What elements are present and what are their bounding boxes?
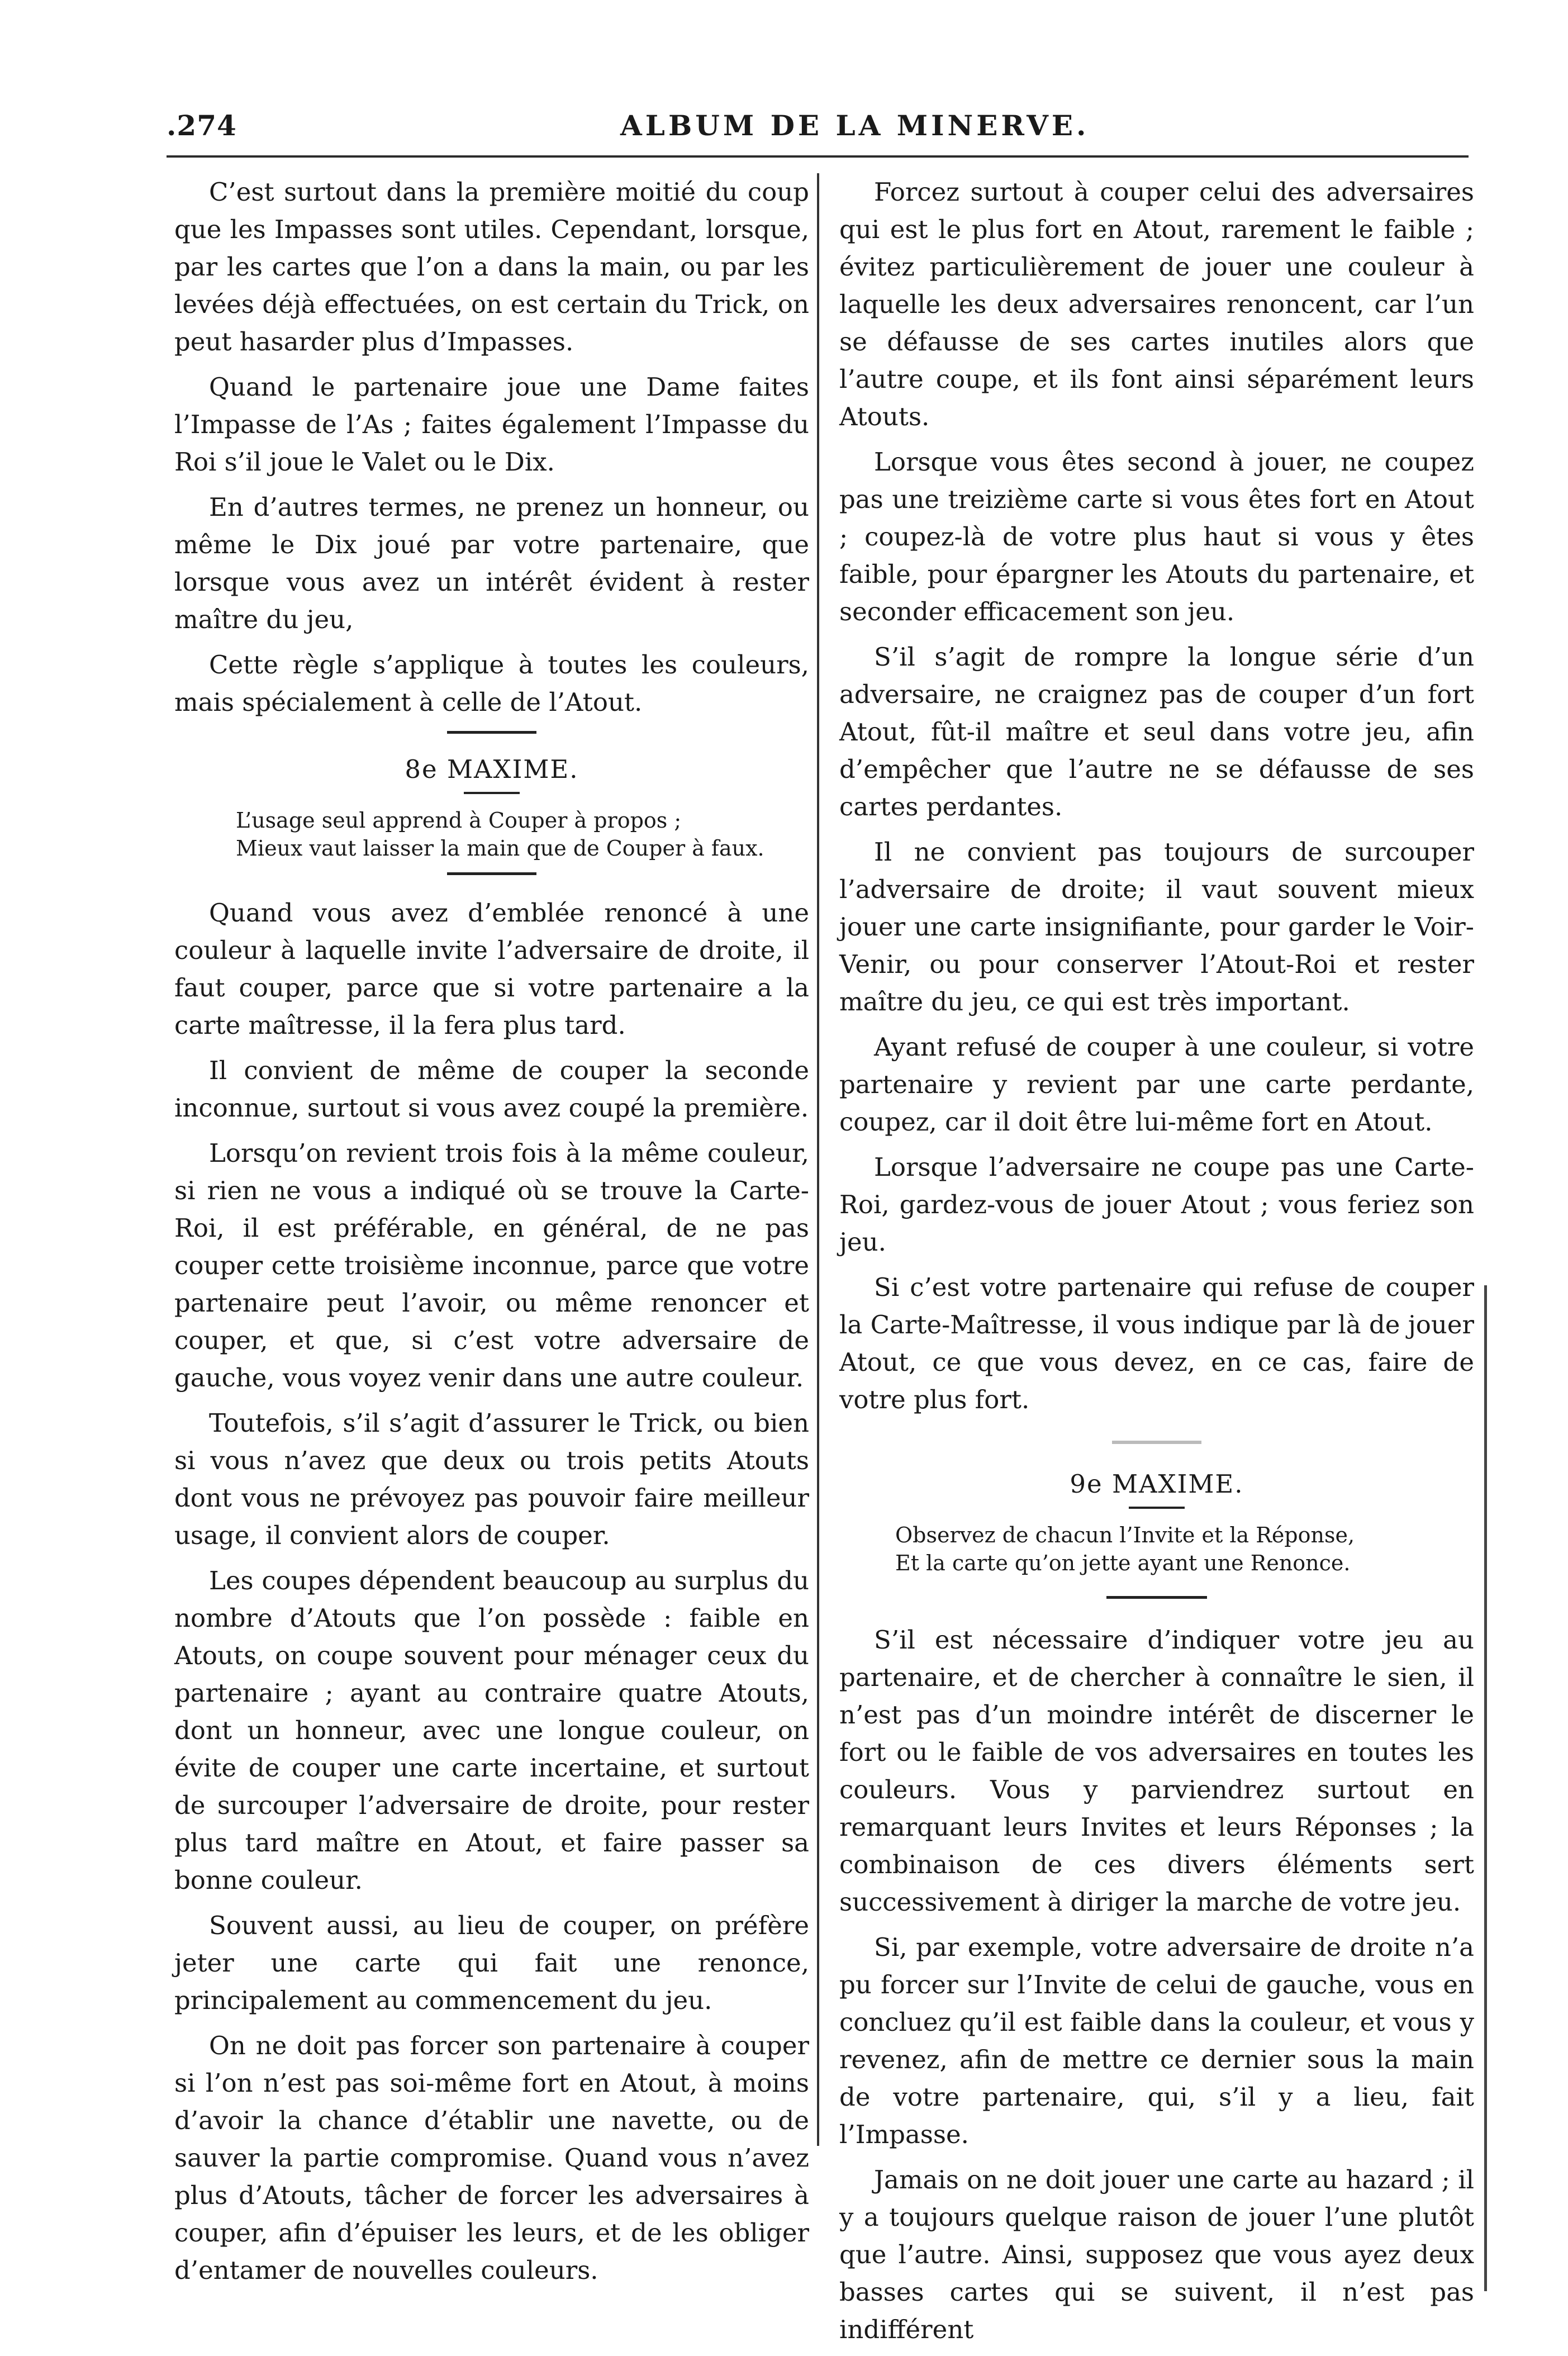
verse-line: L’usage seul apprend à Couper à propos ; — [236, 808, 682, 833]
paragraph: Les coupes dépendent beaucoup au surplus du nombre d’Atouts que l’on possède : faible en Atouts, on coupe souvent pour ménager ceux du partenaire ; ayant au contraire quatre Atouts, dont un honneur, avec une longue couleur, on évite de couper une carte incertaine, et surtout de surcouper l’adversaire de droite, pour rester plus tard maître en Atout, et faire passer sa bonne couleur. — [174, 1566, 809, 1895]
paragraph: Il ne convient pas toujours de surcouper l’adversaire de droite; il vaut souvent mieux jouer une carte insignifiante, pour garder le Voir-Venir, ou pour conserver l’Atout-Roi et rester maître du jeu, ce qui est très important. — [839, 837, 1474, 1016]
paragraph: Quand vous avez d’emblée renoncé à une couleur à laquelle invite l’adversaire de droite, il faut couper, parce que si votre partenaire a la carte maîtresse, il la fera plus tard. — [174, 898, 809, 1040]
paragraph: S’il est nécessaire d’indiquer votre jeu au partenaire, et de chercher à connaître le sien, il n’est pas d’un moindre intérêt de discerner le fort ou le faible de vos adversaires en toutes les couleurs. Vous y parviendrez surtout en remarquant leurs Invites et leurs Réponses ; la combinaison de ces divers éléments sert successivement à diriger la marche de votre jeu. — [839, 1625, 1474, 1917]
paragraph: Si, par exemple, votre adversaire de droite n’a pu forcer sur l’Invite de celui de gauche, vous en concluez qu’il est faible dans la couleur, et vous y revenez, afin de mettre ce dernier sous la main de votre partenaire, qui, s’il y a lieu, fait l’Impasse. — [839, 1932, 1474, 2149]
paragraph: Il convient de même de couper la seconde inconnue, surtout si vous avez coupé la première. — [174, 1056, 809, 1123]
page-number: .274 — [167, 109, 237, 142]
paragraph: Lorsqu’on revient trois fois à la même couleur, si rien ne vous a indiqué où se trouve la Carte-Roi, il est préférable, en général, de ne pas couper cette troisième inconnue, parce que votre partenaire peut l’avoir, ou même renoncer et couper, et que, si c’est votre adversaire de gauche, vous voyez venir dans une autre couleur. — [174, 1138, 809, 1393]
paragraph: Forcez surtout à couper celui des adversaires qui est le plus fort en Atout, rarement le faible ; évitez particulièrement de jouer une couleur à laquelle les deux adversaires renoncent, car l’un se défausse de ses cartes inutiles alors que l’autre coupe, et ils font ainsi séparément leurs Atouts. — [839, 177, 1474, 431]
section-rule — [464, 792, 520, 794]
paragraph: S’il s’agit de rompre la longue série d’un adversaire, ne craignez pas de couper d’un fort Atout, fût-il maître et seul dans votre jeu, afin d’empêcher que l’autre ne se défausse de ses cartes perdantes. — [839, 642, 1474, 821]
right-column — [839, 173, 1474, 2356]
paragraph: En d’autres termes, ne prenez un honneur, ou même le Dix joué par votre partenaire, que lorsque vous avez un intérêt évident à rester maître du jeu, — [174, 492, 809, 634]
paragraph: Lorsque vous êtes second à jouer, ne coupez pas une treizième carte si vous êtes fort en Atout ; coupez-là de votre plus haut si vous y êtes faible, pour épargner les Atouts du partenaire, et seconder efficacement son jeu. — [839, 447, 1474, 626]
verse-line: Mieux vaut laisser la main que de Couper à faux. — [236, 836, 764, 861]
header-rule — [167, 155, 1469, 158]
verse-line: Observez de chacun l’Invite et la Réponse, — [895, 1523, 1355, 1547]
maxim-title: 8e MAXIME. — [405, 754, 579, 784]
paragraph: Cette règle s’applique à toutes les couleurs, mais spécialement à celle de l’Atout. — [174, 650, 809, 717]
paragraph: Lorsque l’adversaire ne coupe pas une Carte-Roi, gardez-vous de jouer Atout ; vous feriez son jeu. — [839, 1152, 1474, 1257]
paragraph: On ne doit pas forcer son partenaire à couper si l’on n’est pas soi-même fort en Atout, à moins d’avoir la chance d’établir une navette, ou de sauver la partie compromise. Quand vous n’avez plus d’Atouts, tâcher de forcer les adversaires à couper, afin d’épuiser les leurs, et de les obliger d’entamer de nouvelles couleurs. — [174, 2031, 809, 2285]
page-edge-line — [1484, 1285, 1487, 2291]
section-rule — [447, 872, 536, 875]
faint-rule — [1112, 1441, 1201, 1444]
paragraph: Quand le partenaire joue une Dame faites l’Impasse de l’As ; faites également l’Impasse du Roi s’il joue le Valet ou le Dix. — [174, 372, 809, 477]
paragraph: Ayant refusé de couper à une couleur, si votre partenaire y revient par une carte perdante, coupez, car il doit être lui-même fort en Atout. — [839, 1032, 1474, 1137]
left-column — [174, 173, 809, 2297]
maxim-title: 9e MAXIME. — [1070, 1469, 1244, 1499]
paragraph: Si c’est votre partenaire qui refuse de couper la Carte-Maîtresse, il vous indique par là de jouer Atout, ce que vous devez, en ce cas, faire de votre plus fort. — [839, 1272, 1474, 1414]
verse — [839, 1521, 1474, 1577]
section-rule — [1106, 1596, 1207, 1599]
paragraph: Toutefois, s’il s’agit d’assurer le Trick, ou bien si vous n’avez que deux ou trois petits Atouts dont vous ne prévoyez pas pouvoir faire meilleur usage, il convient alors de couper. — [174, 1408, 809, 1550]
column-divider — [817, 173, 819, 2146]
running-title: ALBUM DE LA MINERVE. — [620, 109, 1090, 142]
paragraph: Souvent aussi, au lieu de couper, on préfère jeter une carte qui fait une renonce, principalement au commencement du jeu. — [174, 1911, 809, 2015]
section-rule — [1129, 1507, 1185, 1509]
verse — [174, 806, 809, 862]
paragraph: C’est surtout dans la première moitié du coup que les Impasses sont utiles. Cependant, lorsque, par les cartes que l’on a dans la main, ou par les levées déjà effectuées, on est certain du Trick, on peut hasarder plus d’Impasses. — [174, 177, 809, 357]
page-header — [0, 109, 1568, 159]
section-rule — [447, 731, 536, 734]
verse-line: Et la carte qu’on jette ayant une Renonce. — [895, 1551, 1351, 1575]
paragraph: Jamais on ne doit jouer une carte au hazard ; il y a toujours quelque raison de jouer l’une plutôt que l’autre. Ainsi, supposez que vous ayez deux basses cartes qui se suivent, il n’est pas indifférent — [839, 2165, 1474, 2344]
